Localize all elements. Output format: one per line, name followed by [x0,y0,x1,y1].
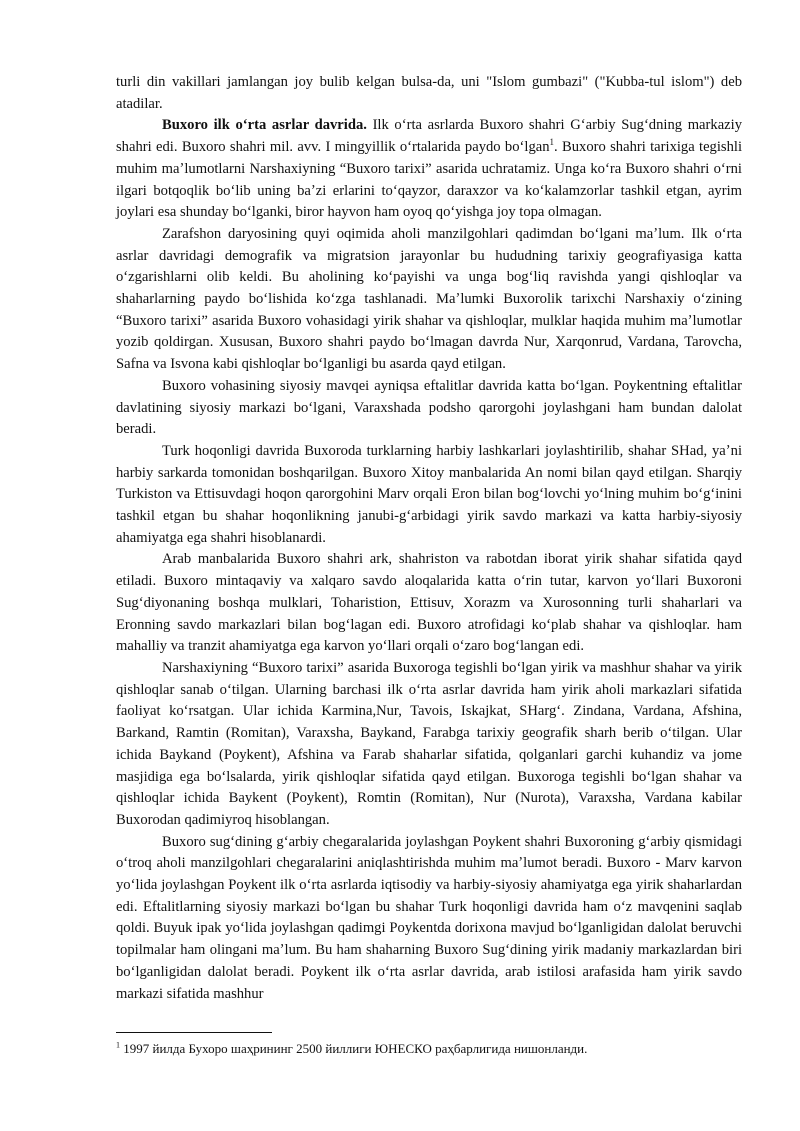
paragraph-text: Turk hoqonligi davrida Buxoroda turklarning harbiy lashkarlari joylashtirilib, shahar SHad, yaʼni harbiy sarkarda tomonidan boshqarilgan. Buxoro Xitoy manbalarida An nomi bilan qayd etilgan. Sharqiy Turkiston va Ettisuvdagi hoqon qarorgohini Marv orqali Eron bilan bogʻlovchi yoʻlning muhim boʻgʻinini tashkil etgan bu shahar hoqonlikning janubi-gʻarbidagi yirik savdo markazi va katta harbiy-siyosiy ahamiyatga ega shahri hisoblanardi. [116,442,742,546]
document-body [116,72,742,1005]
paragraph-2 [116,115,742,224]
paragraph-7 [116,658,742,832]
footnote-mark: 1 [116,1040,120,1050]
footnote-reference[interactable]: 1 [549,137,555,148]
paragraph-4 [116,376,742,441]
paragraph-text-continued: . Buxoro shahri tarixiga tegishli muhim maʼlumotlarni Narshaxiyning “Buxoro tarixi” asarida uchratamiz. Unga koʻra Buxoro shahri oʻrni ilgari botqoqlik boʻlib uning baʼzi erlarini toʻqayzor, daraxzor va koʻkalamzorlar tashkil etgan, ayrim joylari esa shunday boʻlganki, biror hayvon ham oyoq qoʻyishga joy topa olmagan. [116,139,742,221]
paragraph-text: Buxoro sugʻdining gʻarbiy chegaralarida joylashgan Poykent shahri Buxoroning gʻarbiy qismidagi oʻtroq aholi manzilgohlari chegaralarini aniqlashtirishda muhim maʼlumot beradi. Buxoro - Marv karvon yoʻlida joylashgan Poykent ilk oʻrta asrlarda iqtisodiy va harbiy-siyosiy ahamiyatga ega yirik shaharlardan edi. Eftalitlarning siyosiy markazi boʻlgan bu shahar Turk hoqonligi davrida ham oʻz mavqenini saqlab qoldi. Buyuk ipak yoʻlida joylashgan qadimgi Poykentda dorixona mavjud boʻlganligidan dalolat beruvchi topilmalar ham olingani maʼlum. Bu ham shaharning Buxoro Sugʻdining yirik madaniy markazlardan biri boʻlganligidan dalolat beradi. Poykent ilk oʻrta asrlar davrida, arab istilosi arafasida ham yirik savdo markazi sifatida mashhur [116,833,742,1002]
paragraph-8 [116,832,742,1006]
paragraph-text: Narshaxiyning “Buxoro tarixi” asarida Buxoroga tegishli boʻlgan yirik va mashhur shahar va yirik qishloqlar sanab oʻtilgan. Ularning barchasi ilk oʻrta asrlar davrida ham yirik aholi markazlari sifatida faoliyat koʻrsatgan. Ular ichida Karmina,Nur, Tavois, Iskajkat, SHargʻ. Zindana, Vardana, Afshina, Barkand, Ramtin (Romitan), Varaxsha, Baykand, Farabga tarixiy geografik sharh berib oʻtilgan. Ular ichida Baykand (Poykent), Afshina va Farab shaharlar sifatida, qolganlari garchi kuhandiz va jome masjidiga ega boʻlsalarda, yirik qishloqlar sifatida qayd etilgan. Buxoroga tegishli boʻlgan shahar va qishloqlar ichida Baykent (Poykent), Romtin (Romitan), Nur (Nurota), Varaxsha, Vardana kabilar Buxorodan qadimiyroq hisoblangan. [116,659,742,828]
paragraph-text: Arab manbalarida Buxoro shahri ark, shahriston va rabotdan iborat yirik shahar sifatida qayd etiladi. Buxoro mintaqaviy va xalqaro savdo aloqalarida katta oʻrin tutar, karvon yoʻllari Buxoroni Sugʻdiyonaning boshqa mulklari, Toharistion, Ettisuv, Xorazm va Xurosonning turli shaharlari va Eronning savdo markazlari bilan bogʻlagan edi. Buxoro atrofidagi koʻplab shahar va qishloqlar. ham mahalliy va tranzit ahamiyatga ega karvon yoʻllari orqali oʻzaro bogʻlangan edi. [116,551,742,655]
paragraph-1 [116,72,742,115]
paragraph-text: turli din vakillari jamlangan joy bulib kelgan bulsa-da, uni "Islom gumbazi" ("Kubba-tul islom") deb atadilar. [116,74,742,112]
paragraph-6 [116,549,742,658]
section-heading: Buxoro ilk oʻrta asrlar davrida. [162,117,367,134]
paragraph-3 [116,224,742,376]
footnote [116,1040,742,1057]
paragraph-text: Zarafshon daryosining quyi oqimida aholi manzilgohlari qadimdan boʻlgani maʼlum. Ilk oʻrta asrlar davridagi demografik va migratsion jarayonlar bu hududning tarixiy geografiyasiga katta oʻzgarishlarni olib keldi. Bu aholining koʻpayishi va unga bogʻliq ravishda yangi qishloqlar va shaharlarning paydo boʻlishida koʻzga tashlanadi. Maʼlumki Buxorolik tarixchi Narshaxiy oʻzining “Buxoro tarixi” asarida Buxoro vohasidagi yirik shahar va qishloqlar, mulklar haqida muhim maʼlumotlar yozib qoldirgan. Xususan, Buxoro shahri paydo boʻlmagan davrda Nur, Xarqonrud, Vardana, Tarovcha, Safna va Isvona kabi qishloqlar boʻlganligi bu asarda qayd etilgan. [116,225,742,373]
footnote-separator [116,1032,272,1033]
paragraph-text: Ilk oʻrta asrlarda Buxoro shahri Gʻarbiy Sugʻdning markaziy shahri edi. Buxoro shahri mil. avv. I mingyillik oʻrtalarida paydo boʻlgan [116,117,742,156]
paragraph-text: Buxoro vohasining siyosiy mavqei ayniqsa eftalitlar davrida katta boʻlgan. Poykentning eftalitlar davlatining siyosiy markazi boʻlgani, Varaxshada podsho qarorgohi joylashgani ham bundan dalolat beradi. [116,377,742,438]
footnote-text: 1997 йилда Бухоро шаҳрининг 2500 йиллиги ЮНЕСКО раҳбарлигида нишонланди. [120,1041,588,1056]
paragraph-5 [116,441,742,550]
